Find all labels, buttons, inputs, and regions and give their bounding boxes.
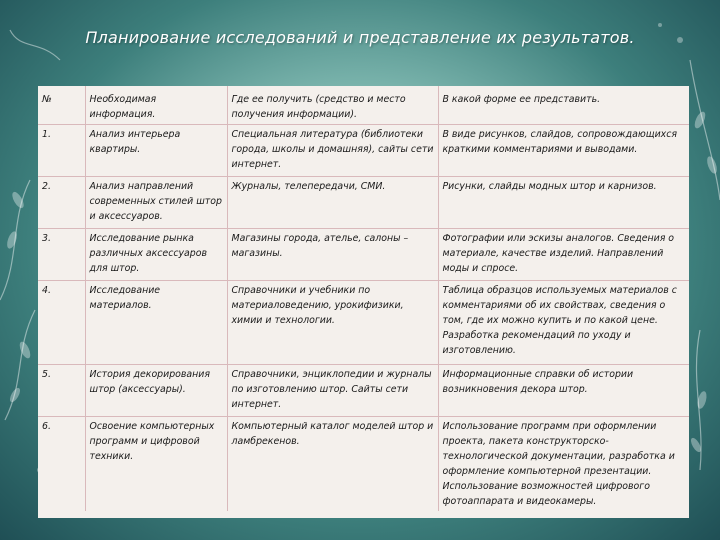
row-info: История декорирования штор (аксессуары). — [85, 365, 227, 417]
row-number: 5. — [38, 365, 85, 417]
row-info: Анализ интерьера квартиры. — [85, 125, 227, 177]
row-source: Специальная литература (библиотеки города, школы и домашняя), сайты сети интернет. — [227, 125, 438, 177]
header-form: В какой форме ее представить. — [438, 86, 689, 125]
row-source: Журналы, телепередачи, СМИ. — [227, 177, 438, 229]
row-form: В виде рисунков, слайдов, сопровождающихся краткими комментариями и выводами. — [438, 125, 689, 177]
row-source: Магазины города, ателье, салоны – магазины. — [227, 229, 438, 281]
row-source: Справочники, энциклопедии и журналы по изготовлению штор. Сайты сети интернет. — [227, 365, 438, 417]
row-number: 1. — [38, 125, 85, 177]
row-info: Исследование материалов. — [85, 281, 227, 365]
header-source: Где ее получить (средство и место получения информации). — [227, 86, 438, 125]
table-row — [38, 229, 689, 281]
row-info: Анализ направлений современных стилей штор и аксессуаров. — [85, 177, 227, 229]
row-info: Освоение компьютерных программ и цифровой техники. — [85, 417, 227, 512]
row-form: Фотографии или эскизы аналогов. Сведения о материале, качестве изделий. Направлений моды и спросе. — [438, 229, 689, 281]
table-row — [38, 281, 689, 365]
row-number: 3. — [38, 229, 85, 281]
table-header-row — [38, 86, 689, 125]
table-row — [38, 365, 689, 417]
row-number: 4. — [38, 281, 85, 365]
table-row — [38, 177, 689, 229]
slide-title: Планирование исследований и представление их результатов. — [85, 28, 635, 47]
header-number: № — [38, 86, 85, 125]
table-row — [38, 125, 689, 177]
row-form: Информационные справки об истории возникновения декора штор. — [438, 365, 689, 417]
row-form: Использование программ при оформлении проекта, пакета конструкторско-технологической документации, разработка и оформление компьютерной презентации. Использование возможностей цифрового фотоаппарата и видеокамеры. — [442, 421, 675, 507]
row-form: Таблица образцов используемых материалов с комментариями об их свойствах, сведения о том, где их можно купить и по какой цене. Разработка рекомендаций по уходу и изготовлению. — [438, 281, 689, 365]
row-form: Рисунки, слайды модных штор и карнизов. — [438, 177, 689, 229]
header-info: Необходимая информация. — [85, 86, 227, 125]
research-plan-table — [38, 86, 689, 518]
row-source: Компьютерный каталог моделей штор и ламбрекенов. — [227, 417, 438, 512]
row-number: 2. — [38, 177, 85, 229]
row-source: Справочники и учебники по материаловедению, урокифизики, химии и технологии. — [227, 281, 438, 365]
table-row — [38, 417, 689, 512]
row-number: 6. — [38, 417, 85, 512]
row-info: Исследование рынка различных аксессуаров для штор. — [85, 229, 227, 281]
